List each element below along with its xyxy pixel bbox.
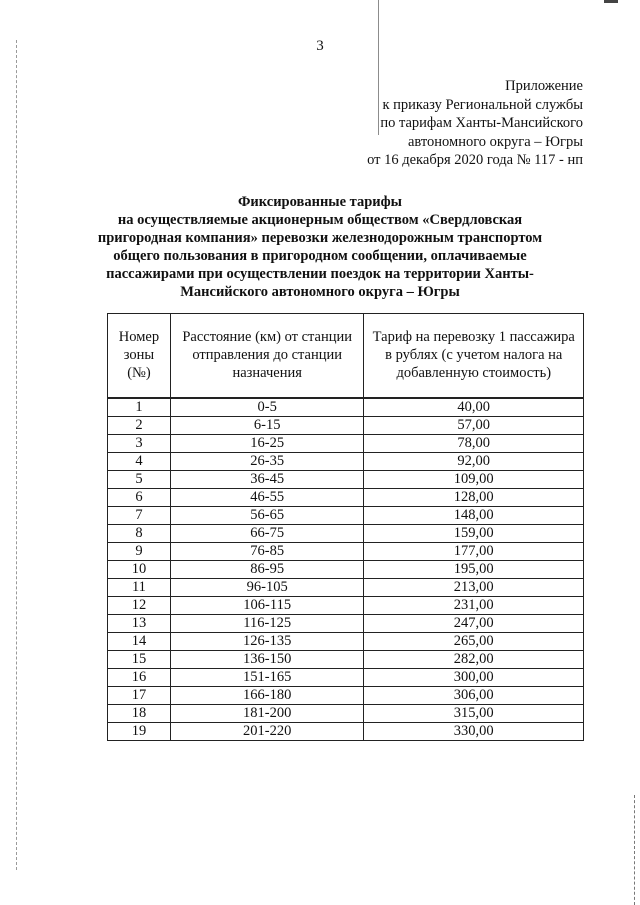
table-row (108, 704, 584, 722)
table-row (108, 596, 584, 614)
fare-cell: 40,00 (364, 398, 584, 417)
fare-cell: 213,00 (364, 578, 584, 596)
fare-cell: 231,00 (364, 596, 584, 614)
zone-cell: 10 (108, 560, 171, 578)
header-zone-line: (№) (127, 365, 151, 382)
zone-cell: 11 (108, 578, 171, 596)
appendix-line: Приложение (505, 78, 583, 94)
header-zone-line: зоны (123, 347, 155, 364)
scan-artifact-right-edge (634, 795, 635, 905)
distance-cell: 106-115 (170, 596, 364, 614)
appendix-line: по тарифам Ханты-Мансийского (380, 115, 583, 131)
fare-cell: 109,00 (364, 470, 584, 488)
distance-cell: 86-95 (170, 560, 364, 578)
header-fare-line: добавленную стоимость) (396, 365, 552, 382)
table-row (108, 542, 584, 560)
zone-cell: 8 (108, 524, 171, 542)
fare-cell: 306,00 (364, 686, 584, 704)
appendix-line: к приказу Региональной службы (382, 96, 583, 113)
zone-cell: 19 (108, 722, 171, 740)
appendix-block (367, 77, 583, 170)
distance-cell: 26-35 (170, 452, 364, 470)
distance-cell: 116-125 (170, 614, 364, 632)
table-row (108, 686, 584, 704)
zone-cell: 13 (108, 614, 171, 632)
zone-cell: 14 (108, 632, 171, 650)
page-number: 3 (316, 38, 324, 54)
fare-cell: 78,00 (364, 434, 584, 452)
distance-cell: 46-55 (170, 488, 364, 506)
header-zone (108, 314, 171, 398)
header-distance-line: отправления до станции (192, 347, 343, 364)
table-row (108, 614, 584, 632)
table-row (108, 398, 584, 417)
zone-cell: 16 (108, 668, 171, 686)
header-distance (170, 314, 364, 398)
distance-cell: 6-15 (170, 416, 364, 434)
distance-cell: 66-75 (170, 524, 364, 542)
scan-artifact-left-edge (16, 40, 17, 870)
table-row (108, 578, 584, 596)
fare-cell: 148,00 (364, 506, 584, 524)
distance-cell: 36-45 (170, 470, 364, 488)
zone-cell: 7 (108, 506, 171, 524)
title-line: общего пользования в пригородном сообщении, оплачиваемые (113, 248, 527, 264)
distance-cell: 136-150 (170, 650, 364, 668)
header-distance-line: назначения (232, 365, 302, 382)
distance-cell: 201-220 (170, 722, 364, 740)
fare-cell: 330,00 (364, 722, 584, 740)
fare-cell: 177,00 (364, 542, 584, 560)
zone-cell: 4 (108, 452, 171, 470)
header-fare-line: в рублях (с учетом налога на (385, 347, 563, 364)
title-line: на осуществляемые акционерным обществом «Свердловская (117, 212, 523, 228)
zone-cell: 2 (108, 416, 171, 434)
header-fare-line: Тариф на перевозку 1 пассажира (372, 329, 575, 346)
distance-cell: 166-180 (170, 686, 364, 704)
table-row (108, 668, 584, 686)
table-row (108, 650, 584, 668)
table-row (108, 488, 584, 506)
distance-cell: 181-200 (170, 704, 364, 722)
fare-cell: 282,00 (364, 650, 584, 668)
appendix-line: автономного округа – Югры (407, 133, 583, 150)
title-line: пригородная компания» перевозки железнодорожным транспортом (97, 230, 543, 246)
distance-cell: 96-105 (170, 578, 364, 596)
table-row (108, 470, 584, 488)
fare-cell: 57,00 (364, 416, 584, 434)
zone-cell: 12 (108, 596, 171, 614)
distance-cell: 126-135 (170, 632, 364, 650)
zone-cell: 15 (108, 650, 171, 668)
fare-cell: 300,00 (364, 668, 584, 686)
title-line: пассажирами при осуществлении поездок на территории Ханты- (106, 266, 534, 282)
title-line: Фиксированные тарифы (237, 194, 403, 210)
fare-cell: 265,00 (364, 632, 584, 650)
fare-cell: 247,00 (364, 614, 584, 632)
header-distance-line: Расстояние (км) от станции (182, 329, 353, 346)
distance-cell: 151-165 (170, 668, 364, 686)
distance-cell: 16-25 (170, 434, 364, 452)
table-row (108, 506, 584, 524)
fare-cell: 315,00 (364, 704, 584, 722)
fare-cell: 92,00 (364, 452, 584, 470)
zone-cell: 3 (108, 434, 171, 452)
distance-cell: 0-5 (170, 398, 364, 417)
zone-cell: 5 (108, 470, 171, 488)
distance-cell: 56-65 (170, 506, 364, 524)
fare-cell: 195,00 (364, 560, 584, 578)
tariff-table (107, 313, 584, 741)
fare-cell: 128,00 (364, 488, 584, 506)
table-row (108, 416, 584, 434)
zone-cell: 18 (108, 704, 171, 722)
table-header-row (108, 314, 584, 398)
table-row (108, 632, 584, 650)
zone-cell: 17 (108, 686, 171, 704)
distance-cell: 76-85 (170, 542, 364, 560)
title-line: Мансийского автономного округа – Югры (180, 284, 460, 300)
appendix-line: от 16 декабря 2020 года № 117 - нп (367, 152, 583, 168)
fare-cell: 159,00 (364, 524, 584, 542)
table-row (108, 434, 584, 452)
zone-cell: 1 (108, 398, 171, 417)
header-zone-line: Номер (118, 329, 160, 346)
zone-cell: 6 (108, 488, 171, 506)
table-row (108, 560, 584, 578)
zone-cell: 9 (108, 542, 171, 560)
table-row (108, 524, 584, 542)
scan-artifact-corner-mark (604, 0, 618, 3)
table-row (108, 722, 584, 740)
table-row (108, 452, 584, 470)
document-title (0, 193, 640, 301)
header-fare (364, 314, 584, 398)
